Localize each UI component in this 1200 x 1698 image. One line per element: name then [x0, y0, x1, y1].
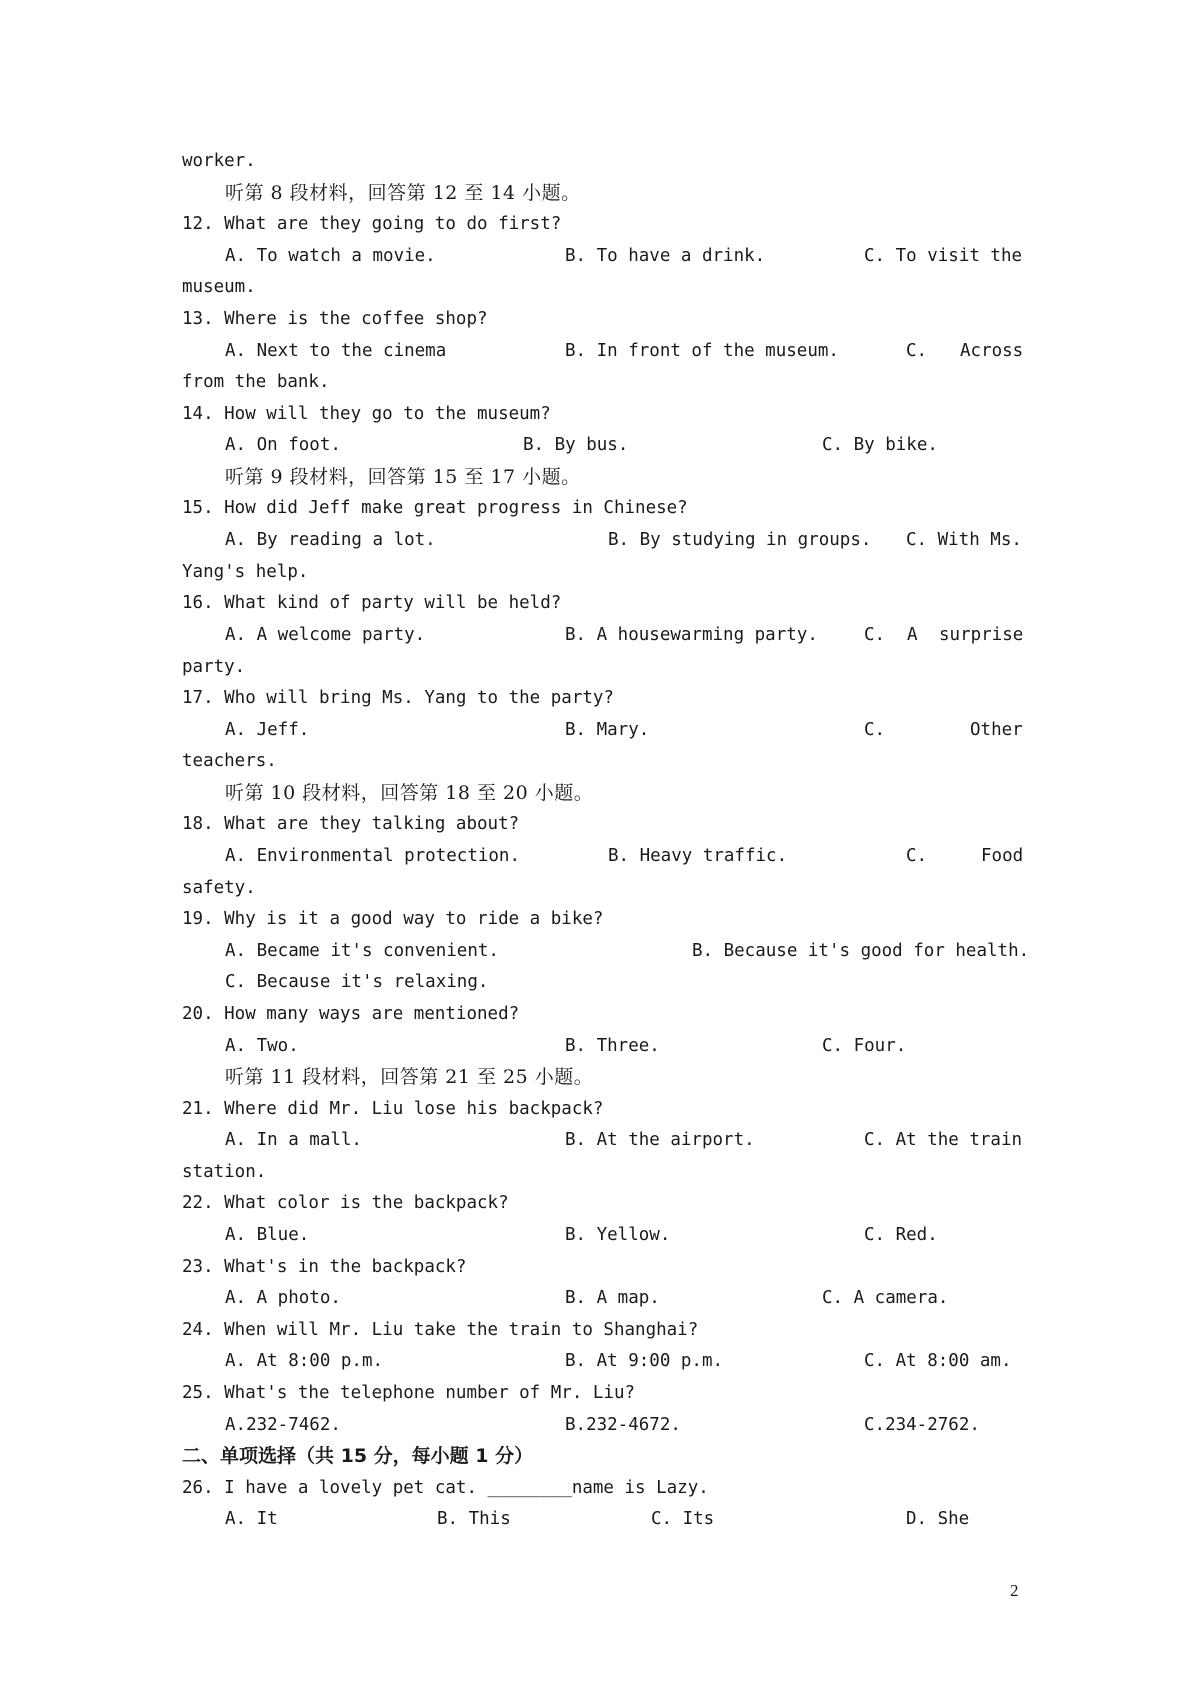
text-line: B. Because it's good for health. — [692, 941, 1030, 961]
text-line: 19. Why is it a good way to ride a bike? — [182, 909, 604, 929]
text-line: party. — [182, 657, 246, 677]
text-line: 14. How will they go to the museum? — [182, 404, 551, 424]
text-line: B. Heavy traffic. — [608, 846, 788, 866]
text-line: A. Became it's convenient. — [225, 941, 499, 961]
text-line: A. On foot. — [225, 435, 341, 455]
text-line: A — [907, 625, 918, 645]
text-line: 二、单项选择（共 15 分，每小题 1 分） — [182, 1445, 534, 1467]
text-line: safety. — [182, 878, 256, 898]
text-line: A. A photo. — [225, 1288, 341, 1308]
text-line: Other — [970, 720, 1023, 740]
text-line: C. To visit the — [864, 246, 1023, 266]
text-line: C. Four. — [822, 1036, 907, 1056]
text-line: 15. How did Jeff make great progress in Chinese? — [182, 498, 688, 518]
text-line: C. A camera. — [822, 1288, 949, 1308]
page-number: 2 — [1010, 1581, 1019, 1600]
text-line: 17. Who will bring Ms. Yang to the party? — [182, 688, 614, 708]
text-line: teachers. — [182, 751, 277, 771]
text-line: 25. What's the telephone number of Mr. Liu? — [182, 1383, 636, 1403]
text-line: B. At the airport. — [565, 1130, 755, 1150]
text-line: 听第 10 段材料，回答第 18 至 20 小题。 — [225, 782, 594, 804]
text-line: 23. What's in the backpack? — [182, 1257, 467, 1277]
text-line: Yang's help. — [182, 562, 309, 582]
text-line: Across — [960, 341, 1024, 361]
text-line: station. — [182, 1162, 267, 1182]
text-line: B. By bus. — [523, 435, 629, 455]
text-line: B. This — [437, 1509, 511, 1529]
text-line: 13. Where is the coffee shop? — [182, 309, 488, 329]
text-line: A. Next to the cinema — [225, 341, 447, 361]
text-line: 听第 9 段材料，回答第 15 至 17 小题。 — [225, 466, 581, 488]
text-line: B. Mary. — [565, 720, 650, 740]
text-line: B. To have a drink. — [565, 246, 766, 266]
text-line: A. Blue. — [225, 1225, 310, 1245]
text-line: C. — [864, 720, 886, 740]
text-line: A. By reading a lot. — [225, 530, 436, 550]
text-line: 18. What are they talking about? — [182, 814, 520, 834]
text-line: D. She — [906, 1509, 970, 1529]
text-line: A. Jeff. — [225, 720, 310, 740]
text-line: 26. I have a lovely pet cat. ________name is Lazy. — [182, 1478, 709, 1498]
text-line: B. Three. — [565, 1036, 660, 1056]
text-line: Food — [981, 846, 1024, 866]
text-line: B. A housewarming party. — [565, 625, 818, 645]
text-line: A. Two. — [225, 1036, 299, 1056]
text-line: B. A map. — [565, 1288, 660, 1308]
text-line: C. By bike. — [822, 435, 938, 455]
text-line: C.234-2762. — [864, 1415, 980, 1435]
text-line: B. By studying in groups. — [608, 530, 872, 550]
text-line: A.232-7462. — [225, 1415, 341, 1435]
text-line: B. Yellow. — [565, 1225, 671, 1245]
text-line: A. In a mall. — [225, 1130, 362, 1150]
text-line: 22. What color is the backpack? — [182, 1193, 509, 1213]
text-line: 24. When will Mr. Liu take the train to Shanghai? — [182, 1320, 699, 1340]
text-line: A. Environmental protection. — [225, 846, 521, 866]
text-line: A. At 8:00 p.m. — [225, 1351, 384, 1371]
text-line: C. Red. — [864, 1225, 938, 1245]
text-line: 20. How many ways are mentioned? — [182, 1004, 520, 1024]
text-line: C. With Ms. — [906, 530, 1022, 550]
text-line: C. — [864, 625, 886, 645]
text-line: 听第 11 段材料，回答第 21 至 25 小题。 — [225, 1066, 594, 1088]
text-line: 21. Where did Mr. Liu lose his backpack? — [182, 1099, 604, 1119]
text-line: from the bank. — [182, 372, 330, 392]
text-line: A. A welcome party. — [225, 625, 426, 645]
text-line: worker. — [182, 151, 256, 171]
text-line: C. At 8:00 am. — [864, 1351, 1012, 1371]
text-line: museum. — [182, 277, 256, 297]
text-line: A. It — [225, 1509, 278, 1529]
text-line: B.232-4672. — [565, 1415, 681, 1435]
text-line: 12. What are they going to do first? — [182, 214, 562, 234]
text-line: C. At the train — [864, 1130, 1023, 1150]
text-line: 听第 8 段材料，回答第 12 至 14 小题。 — [225, 182, 581, 204]
text-line: C. Its — [651, 1509, 715, 1529]
text-line: C. — [906, 846, 928, 866]
text-line: 16. What kind of party will be held? — [182, 593, 562, 613]
text-line: A. To watch a movie. — [225, 246, 436, 266]
text-line: B. In front of the museum. — [565, 341, 839, 361]
text-line: surprise — [939, 625, 1024, 645]
text-line: C. — [906, 341, 928, 361]
text-line: C. Because it's relaxing. — [225, 972, 489, 992]
text-line: B. At 9:00 p.m. — [565, 1351, 724, 1371]
